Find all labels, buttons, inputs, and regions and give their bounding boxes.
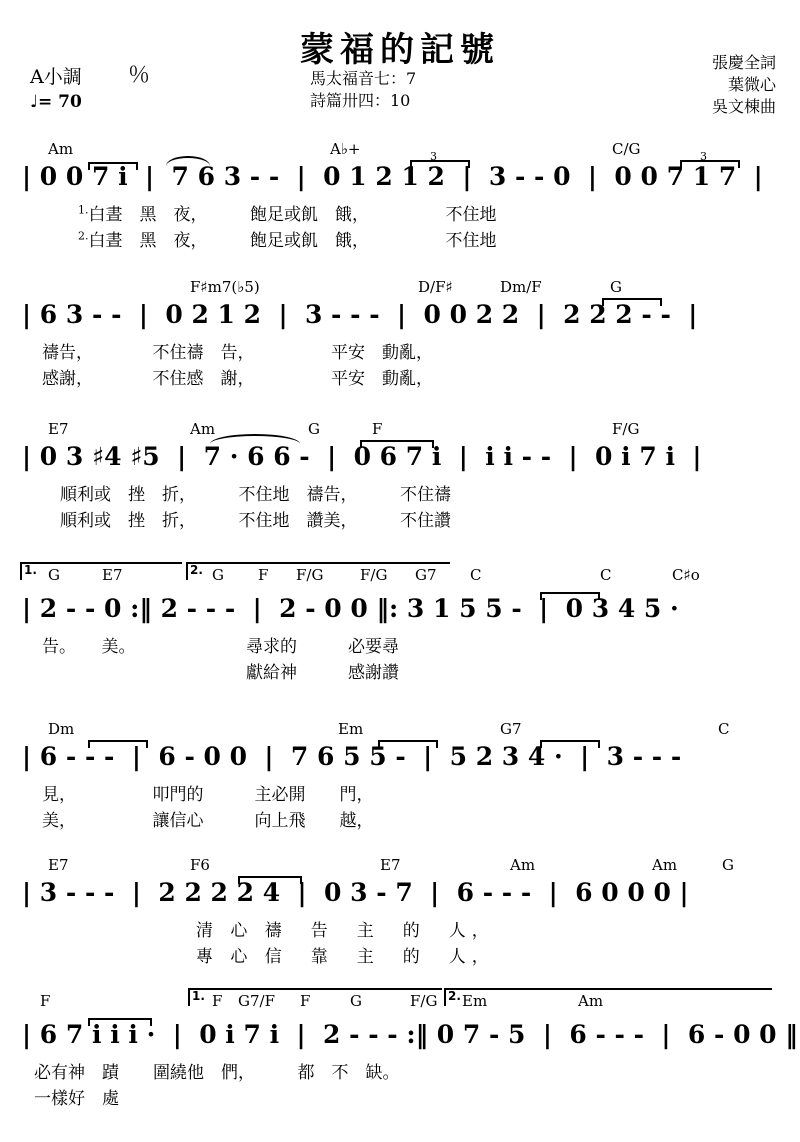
note-row [0,740,800,780]
chord-symbol: F [372,420,383,438]
lyric-line: 禱告， 不住禱 告， 平安 動亂， [42,343,433,363]
lyric-line: 美， 讓信心 向上飛 越， [42,811,374,831]
chord-symbol: G7 [415,566,437,584]
chord-symbol: Am [190,420,216,438]
ending-bracket-1 [188,988,442,1006]
chord-symbol: C [470,566,482,584]
notation-line: | 0 3 ♯4 ♯5 | 7 · 6 6 - | 0 6 7 i | i i - - | 0 i 7 i | [22,442,702,471]
note-row [0,592,800,632]
lyric-row [0,506,800,532]
credit-lyricist-2: 葉微心 [727,75,776,94]
staff-system-1 [0,140,800,252]
lyric-line: 順利或 挫 折， 不住地 讚美， 不住讚 [60,511,451,531]
verse-number: 2. [78,229,89,243]
notation-line: | 3 - - - | 2 2 2 2 4 | 0 3 - 7 | 6 - - - | 6 0 0 0 | [22,878,689,907]
scripture-reference [310,68,416,112]
lyric-row [0,364,800,390]
triplet-mark: 3 [700,150,707,163]
credits [712,52,776,118]
lyric-line: 獻給神 感謝讚 [42,663,399,683]
credit-lyricist-1: 張慶全詞 [711,53,776,72]
chord-symbol: G [308,420,320,438]
staff-system-4 [0,562,800,684]
note-row [0,298,800,338]
lyric-line: 告。 美。 尋求的 必要尋 [42,637,399,657]
notation-line: | 6 3 - - | 0 2 1 2 | 3 - - - | 0 0 2 2 | 2 2 2 - - | [22,300,698,329]
beam-mark [540,592,600,600]
chord-symbol: F♯m7(♭5) [190,278,260,296]
beam-mark [88,1018,152,1026]
chord-symbol: A♭+ [330,140,361,158]
lyric-row [0,916,800,942]
chord-symbol: G7/F [238,992,275,1010]
beam-mark [360,440,434,448]
chord-symbol: G [610,278,622,296]
lyric-row [0,338,800,364]
lyric-line: 白晝 黑 夜， 飽足或飢 餓， 不住地 [88,205,497,225]
chord-symbol: Em [338,720,364,738]
chord-symbol: G [722,856,734,874]
lyric-line: 一樣好 處 [34,1089,119,1109]
lyric-line: 必有神 蹟 圍繞他 們， 都 不 缺。 [34,1063,400,1083]
chord-row [0,988,800,1018]
chord-symbol: Am [510,856,536,874]
chord-symbol: G7 [500,720,522,738]
chord-row [0,856,800,876]
note-row [0,150,800,200]
lyric-row [0,632,800,658]
chord-symbol: G [350,992,362,1010]
staff-system-3 [0,420,800,532]
chord-symbol: Em [462,992,488,1010]
beam-mark [88,162,138,170]
lyric-row [0,480,800,506]
beam-mark [378,740,438,748]
staff-system-5 [0,720,800,832]
verse-number: 1. [78,203,89,217]
chord-symbol: F [212,992,223,1010]
chord-symbol: G [48,566,60,584]
ending-label-1: 1. [24,563,37,577]
chord-row [0,140,800,160]
lyric-row [0,1058,800,1084]
chord-symbol: F [40,992,51,1010]
scripture-line-1: 馬太福音七：7 [310,69,417,88]
lyric-line: 專 心 信 靠 主 的 人， [150,947,495,967]
beam-mark [540,740,600,748]
chord-symbol: F/G [296,566,324,584]
chord-symbol: F/G [410,992,438,1010]
notation-line: | 6 - - - | 6 - 0 0 | 7 6 5 5 - | 5 2 3 4 · | 3 - - - [22,742,682,771]
note-row [0,1018,800,1058]
scripture-line-2: 詩篇卅四：10 [310,91,411,110]
chord-symbol: C [718,720,730,738]
notation-line: | 2 - - 0 :‖ 2 - - - | 2 - 0 0 ‖: 3 1 5 5 - | 0 3 4 5 · [22,594,679,623]
chord-symbol: Dm/F [500,278,542,296]
lyric-row [0,806,800,832]
chord-symbol: F [300,992,311,1010]
lyric-row [0,226,800,252]
chord-row [0,720,800,740]
chord-row [0,562,800,592]
chord-symbol: E7 [102,566,123,584]
notation-line: | 0 0 7 i | 7 6 3 - - | 0 1 2 1 2 | 3 - - 0 | 0 0 7 1 7 | [22,162,763,191]
chord-symbol: Am [48,140,74,158]
staff-system-7 [0,988,800,1110]
beam-mark [88,740,148,748]
lyric-row [0,1084,800,1110]
chord-symbol: G [212,566,224,584]
note-row [0,440,800,480]
chord-symbol: D/F♯ [418,278,453,296]
chord-symbol: C [600,566,612,584]
chord-symbol: Dm [48,720,75,738]
chord-symbol: E7 [48,856,69,874]
chord-row [0,278,800,298]
chord-symbol: E7 [48,420,69,438]
chord-symbol: F/G [360,566,388,584]
notation-line: | 6 7 i i i · | 0 i 7 i | 2 - - - :‖ 0 7 - 5 | 6 - - - | 6 - 0 0 ‖ [22,1020,798,1049]
credit-composer: 吳文棟曲 [711,97,776,116]
ending-label-2: 2. [190,563,203,577]
lyric-line: 清 心 禱 告 主 的 人， [150,921,495,941]
chord-symbol: F/G [612,420,640,438]
lyric-row [0,780,800,806]
lyric-row [0,942,800,968]
chord-symbol: Am [578,992,604,1010]
beam-mark [238,876,302,884]
chord-row [0,420,800,440]
lyric-row [0,658,800,684]
chord-symbol: F6 [190,856,210,874]
tempo-mark: ♩= 70 [30,92,82,112]
staff-system-2 [0,278,800,390]
chord-symbol: C/G [612,140,641,158]
lyric-line: 白晝 黑 夜， 飽足或飢 餓， 不住地 [88,231,497,251]
chord-symbol: F [258,566,269,584]
ending-bracket-2 [444,988,772,1006]
lyric-line: 見， 叩門的 主必開 門， [42,785,374,805]
chord-symbol: Am [652,856,678,874]
beam-mark [602,298,662,306]
ending-bracket-1 [20,562,182,580]
ending-label-1: 1. [192,989,205,1003]
triplet-mark: 3 [430,150,437,163]
page-title: 蒙福的記號 [300,30,500,70]
chord-symbol: C♯o [672,566,700,584]
key-signature: A小調 [30,66,82,88]
chord-symbol: E7 [380,856,401,874]
beam-mark [410,160,470,168]
lyric-line: 感謝， 不住感 謝， 平安 動亂， [42,369,433,389]
lyric-line: 順利或 挫 折， 不住地 禱告， 不住禱 [60,485,451,505]
staff-system-6 [0,856,800,968]
ending-label-2: 2. [448,989,461,1003]
lyric-row [0,200,800,226]
meter-mark: ％ [128,63,151,88]
beam-mark [680,160,740,168]
note-row [0,876,800,916]
